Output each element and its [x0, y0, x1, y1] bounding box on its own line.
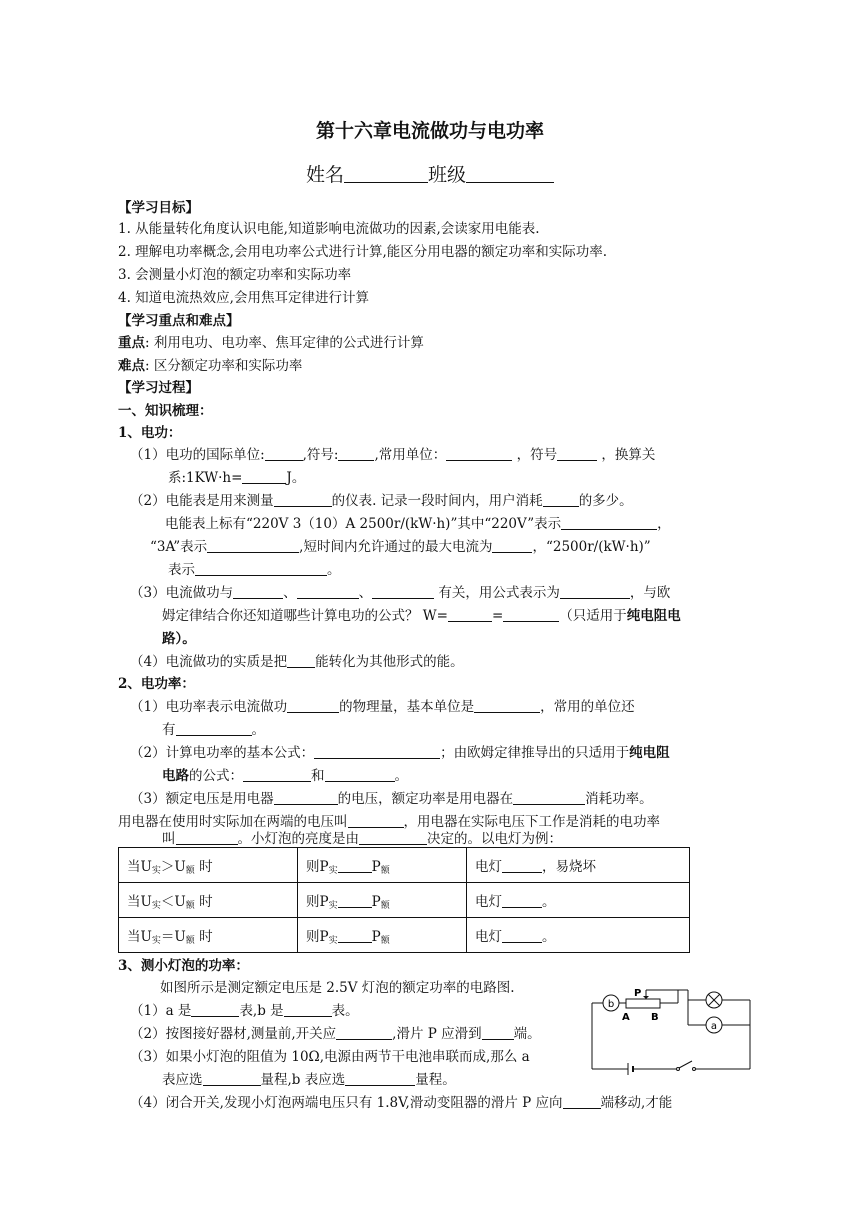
blank[interactable]: [242, 469, 286, 484]
blank[interactable]: [359, 830, 427, 845]
text: 有: [162, 722, 176, 738]
blank[interactable]: [345, 1071, 415, 1086]
blank[interactable]: [314, 744, 440, 759]
blank[interactable]: [195, 561, 327, 576]
text: （1）电功的国际单位:: [130, 447, 265, 463]
text: 量程。: [415, 1072, 456, 1088]
table-cell: 当$U_实>U_额$ 时: [119, 848, 298, 883]
text: 电灯: [475, 894, 502, 910]
blank[interactable]: [287, 698, 339, 713]
goal-item: 4. 知道电流热效应,会用焦耳定律进行计算: [118, 290, 369, 306]
blank[interactable]: [274, 492, 332, 507]
work-q2-meter-cont: [150, 538, 651, 556]
work-q3-end: 路）。: [162, 631, 196, 647]
work-q4: [130, 653, 464, 671]
lamp-q3: （3）如果小灯泡的阻值为 10Ω,电源由两节干电池串联而成,那么 a: [130, 1049, 530, 1065]
text: 时: [194, 858, 213, 875]
hard-label: 难点: [118, 358, 145, 374]
table-cell: [467, 883, 690, 918]
blank[interactable]: [176, 721, 252, 736]
text: 时: [194, 893, 213, 910]
blank[interactable]: [482, 1025, 514, 1040]
lamp-intro: 如图所示是测定额定电压是 2.5V 灯泡的额定功率的电路图.: [160, 980, 515, 996]
text: 。: [542, 894, 556, 910]
table-row: [119, 883, 690, 918]
text: 额: [185, 865, 195, 876]
text: 实: [151, 865, 161, 876]
table-cell: [467, 918, 690, 953]
text: 纯电阻电: [626, 608, 681, 624]
process-heading: 【学习过程】: [118, 380, 199, 396]
text: （2）按图接好器材,测量前,开关应: [130, 1026, 337, 1042]
rheostat: [626, 999, 660, 1008]
text: 实: [328, 865, 338, 876]
power-q1-cont: [162, 721, 265, 739]
text: ，“2500r/(kW·h)”: [532, 539, 651, 555]
table-cell: [298, 883, 467, 918]
text: 额: [380, 900, 390, 911]
name-label: 姓名: [305, 164, 344, 186]
text: ,滑片 P 应滑到: [392, 1026, 482, 1042]
blank[interactable]: [372, 584, 434, 599]
text: （3）电流做功与: [130, 585, 234, 601]
blank[interactable]: [284, 1002, 332, 1017]
table-cell: 当$U_实=U_额$ 时: [119, 918, 298, 953]
text: 时: [194, 928, 213, 945]
goal-item: 1. 从能量转化角度认识电能,知道影响电流做功的因素,会读家用电能表.: [118, 221, 540, 237]
text: 端。: [513, 1026, 541, 1042]
text: =: [491, 608, 504, 624]
key-heading: 【学习重点和难点】: [118, 313, 240, 329]
voltage-comparison-table: [118, 847, 690, 953]
name-blank[interactable]: [344, 166, 428, 183]
text: （只适用于: [559, 608, 627, 624]
text: “3A”表示: [150, 539, 208, 555]
text: （2）电能表是用来测量: [130, 493, 274, 509]
goal-item: 3. 会测量小灯泡的额定功率和实际功率: [118, 267, 352, 283]
blank[interactable]: [274, 790, 338, 805]
lamp-q2: [130, 1025, 541, 1043]
focus-text: : 利用电功、电功率、焦耳定律的公式进行计算: [145, 335, 424, 351]
hard-text: : 区分额定功率和实际功率: [145, 358, 303, 374]
text: 额: [380, 865, 390, 876]
work-q2-meter: [165, 515, 671, 533]
text: 电灯: [475, 929, 502, 945]
lamp-q3-cont: [162, 1071, 456, 1089]
blank[interactable]: [176, 830, 238, 845]
text: 表应选: [162, 1072, 203, 1088]
text: ＞: [160, 858, 175, 875]
meter-a-label: a: [710, 1021, 718, 1032]
text: （1）电功率表示电流做功: [130, 699, 288, 715]
power-q2: [130, 744, 670, 762]
text: 。: [542, 929, 556, 945]
text: 能转化为其他形式的能。: [315, 654, 464, 670]
blank[interactable]: [338, 858, 372, 873]
text: 表示: [168, 562, 195, 578]
blank[interactable]: [287, 653, 315, 668]
blank[interactable]: [502, 928, 542, 943]
text: 姆定律结合你还知道哪些计算电功的公式？ W=: [162, 608, 448, 624]
blank[interactable]: [560, 584, 630, 599]
blank[interactable]: [474, 698, 540, 713]
text: 决定的。以电灯为例：: [427, 831, 562, 847]
work-q1: [130, 446, 655, 464]
text: 端移动,才能: [600, 1095, 673, 1111]
blank[interactable]: [492, 538, 532, 553]
table-cell: 当$U_实<U_额$ 时: [119, 883, 298, 918]
text: 实: [151, 900, 161, 911]
switch-lever: [679, 1061, 692, 1068]
text: J。: [286, 470, 306, 486]
class-blank[interactable]: [466, 166, 554, 183]
meter-b-label: b: [607, 999, 615, 1010]
rheostat-end-a: A: [622, 1012, 630, 1023]
table-cell: [298, 918, 467, 953]
text: ，常用的单位还: [540, 699, 635, 715]
blank[interactable]: [233, 584, 283, 599]
text: ，符号: [512, 447, 558, 463]
text: 额: [380, 935, 390, 946]
text: 消耗功率。: [585, 791, 653, 807]
table-row: [119, 848, 690, 883]
goal-item: 2. 理解电功率概念,会用电功率公式进行计算,能区分用电器的额定功率和实际功率.: [118, 244, 608, 260]
work-q3: [130, 584, 670, 602]
text: 有关，用公式表示为: [434, 585, 560, 601]
page-title: 第十六章电流做功与电功率: [315, 120, 544, 142]
text: （4）闭合开关,发现小灯泡两端电压只有 1.8V,滑动变阻器的滑片 P 应向: [130, 1095, 563, 1111]
text: 量程,b 表应选: [260, 1072, 346, 1088]
table-cell: [298, 848, 467, 883]
text: （3）额定电压是用电器: [130, 791, 274, 807]
lamp-q4: [130, 1094, 672, 1112]
power-q3-cont: [118, 813, 660, 831]
blank[interactable]: [338, 893, 372, 908]
text: 表。: [331, 1003, 359, 1019]
blank[interactable]: [207, 538, 299, 553]
text: （1）a 是: [130, 1003, 192, 1019]
text: 实: [328, 900, 338, 911]
text: 。: [251, 722, 265, 738]
text: ，: [657, 516, 671, 532]
text: ；由欧姆定律推导出的只适用于: [440, 745, 630, 761]
focus-label: 重点: [118, 335, 145, 351]
text: 电路: [162, 768, 189, 784]
text: 的物理量，基本单位是: [339, 699, 475, 715]
text: ，换算关: [597, 447, 656, 463]
text: 当U: [127, 893, 152, 910]
text: （2）计算电功率的基本公式：: [130, 745, 315, 761]
goals-heading: 【学习目标】: [118, 200, 199, 216]
text: 、: [358, 585, 373, 601]
blank[interactable]: [563, 1094, 601, 1109]
text: 额: [185, 900, 195, 911]
text: 额: [185, 935, 195, 946]
section-work: 1、电功：: [118, 425, 182, 441]
work-q2: [130, 492, 633, 510]
text: 电灯: [475, 859, 502, 875]
blank[interactable]: [502, 893, 542, 908]
text: 。: [327, 562, 341, 578]
power-q3-end: [162, 830, 562, 848]
blank[interactable]: [348, 813, 404, 828]
hard-line: [118, 357, 302, 375]
text: ,符号:: [302, 447, 339, 463]
text: 的仪表. 记录一段时间内，用户消耗: [331, 493, 543, 509]
text: 叫: [162, 831, 176, 847]
blank[interactable]: [561, 515, 657, 530]
blank[interactable]: [503, 607, 559, 622]
blank[interactable]: [338, 928, 372, 943]
text: 电能表上标有“220V 3（10）A 2500r/(kW·h)”其中“220V”表示: [165, 516, 562, 532]
blank[interactable]: [297, 584, 359, 599]
work-q1-cont: [168, 469, 305, 487]
table-row: [119, 918, 690, 953]
text: 、: [283, 585, 297, 601]
text: 实: [328, 935, 338, 946]
text: 当U: [127, 928, 152, 945]
name-class-line: [0, 160, 860, 187]
text: 。小灯泡的亮度是由: [237, 831, 359, 847]
slider-label: P: [634, 988, 642, 999]
table-cell: [467, 848, 690, 883]
text: 则P: [306, 858, 329, 875]
work-q3-cont: [162, 607, 681, 625]
power-q3: [130, 790, 653, 808]
text: 的公式：: [189, 768, 243, 784]
text: ，易烧坏: [542, 859, 596, 875]
text: 则P: [306, 928, 329, 945]
circuit-diagram: [588, 985, 758, 1085]
lamp-q1: [130, 1002, 359, 1020]
blank[interactable]: [557, 446, 597, 461]
blank[interactable]: [513, 790, 585, 805]
text: P: [371, 928, 381, 945]
text: 。: [394, 768, 408, 784]
blank[interactable]: [265, 446, 303, 461]
blank[interactable]: [502, 858, 542, 873]
blank[interactable]: [203, 1071, 261, 1086]
text: ，与欧: [629, 585, 671, 601]
power-q1: [130, 698, 635, 716]
text: 用电器在使用时实际加在两端的电压叫: [118, 814, 348, 830]
text: 表,b 是: [239, 1003, 284, 1019]
blank[interactable]: [338, 446, 374, 461]
text: 当U: [127, 858, 152, 875]
text: 的多少。: [578, 493, 633, 509]
text: （4）电流做功的实质是把: [130, 654, 288, 670]
text: P: [371, 893, 381, 910]
work-q2-meter-end: [168, 561, 341, 579]
text: P: [371, 858, 381, 875]
focus-line: [118, 334, 424, 352]
text: 系:1KW·h=: [168, 470, 243, 486]
section-knowledge: 一、知识梳理：: [118, 403, 213, 419]
blank[interactable]: [243, 767, 311, 782]
blank[interactable]: [446, 446, 512, 461]
text: ,短时间内允许通过的最大电流为: [299, 539, 493, 555]
blank[interactable]: [191, 1002, 239, 1017]
text: 则P: [306, 893, 329, 910]
text: ＝: [160, 928, 175, 945]
text: ,常用单位：: [374, 447, 447, 463]
blank[interactable]: [448, 607, 492, 622]
blank[interactable]: [325, 767, 395, 782]
text: 实: [151, 935, 161, 946]
class-label: 班级: [428, 164, 467, 186]
text: 的电压，额定功率是用电器在: [337, 791, 514, 807]
text: ，用电器在实际电压下工作是消耗的电功率: [403, 814, 660, 830]
text: ＜: [160, 893, 175, 910]
text: 纯电阻: [629, 745, 670, 761]
blank[interactable]: [543, 492, 579, 507]
section-lamp-power: 3、测小灯泡的功率：: [118, 958, 249, 974]
text: 和: [311, 768, 325, 784]
rheostat-end-b: B: [651, 1012, 659, 1023]
section-power: 2、电功率：: [118, 676, 195, 692]
power-q2-cont: [162, 767, 408, 785]
blank[interactable]: [336, 1025, 392, 1040]
